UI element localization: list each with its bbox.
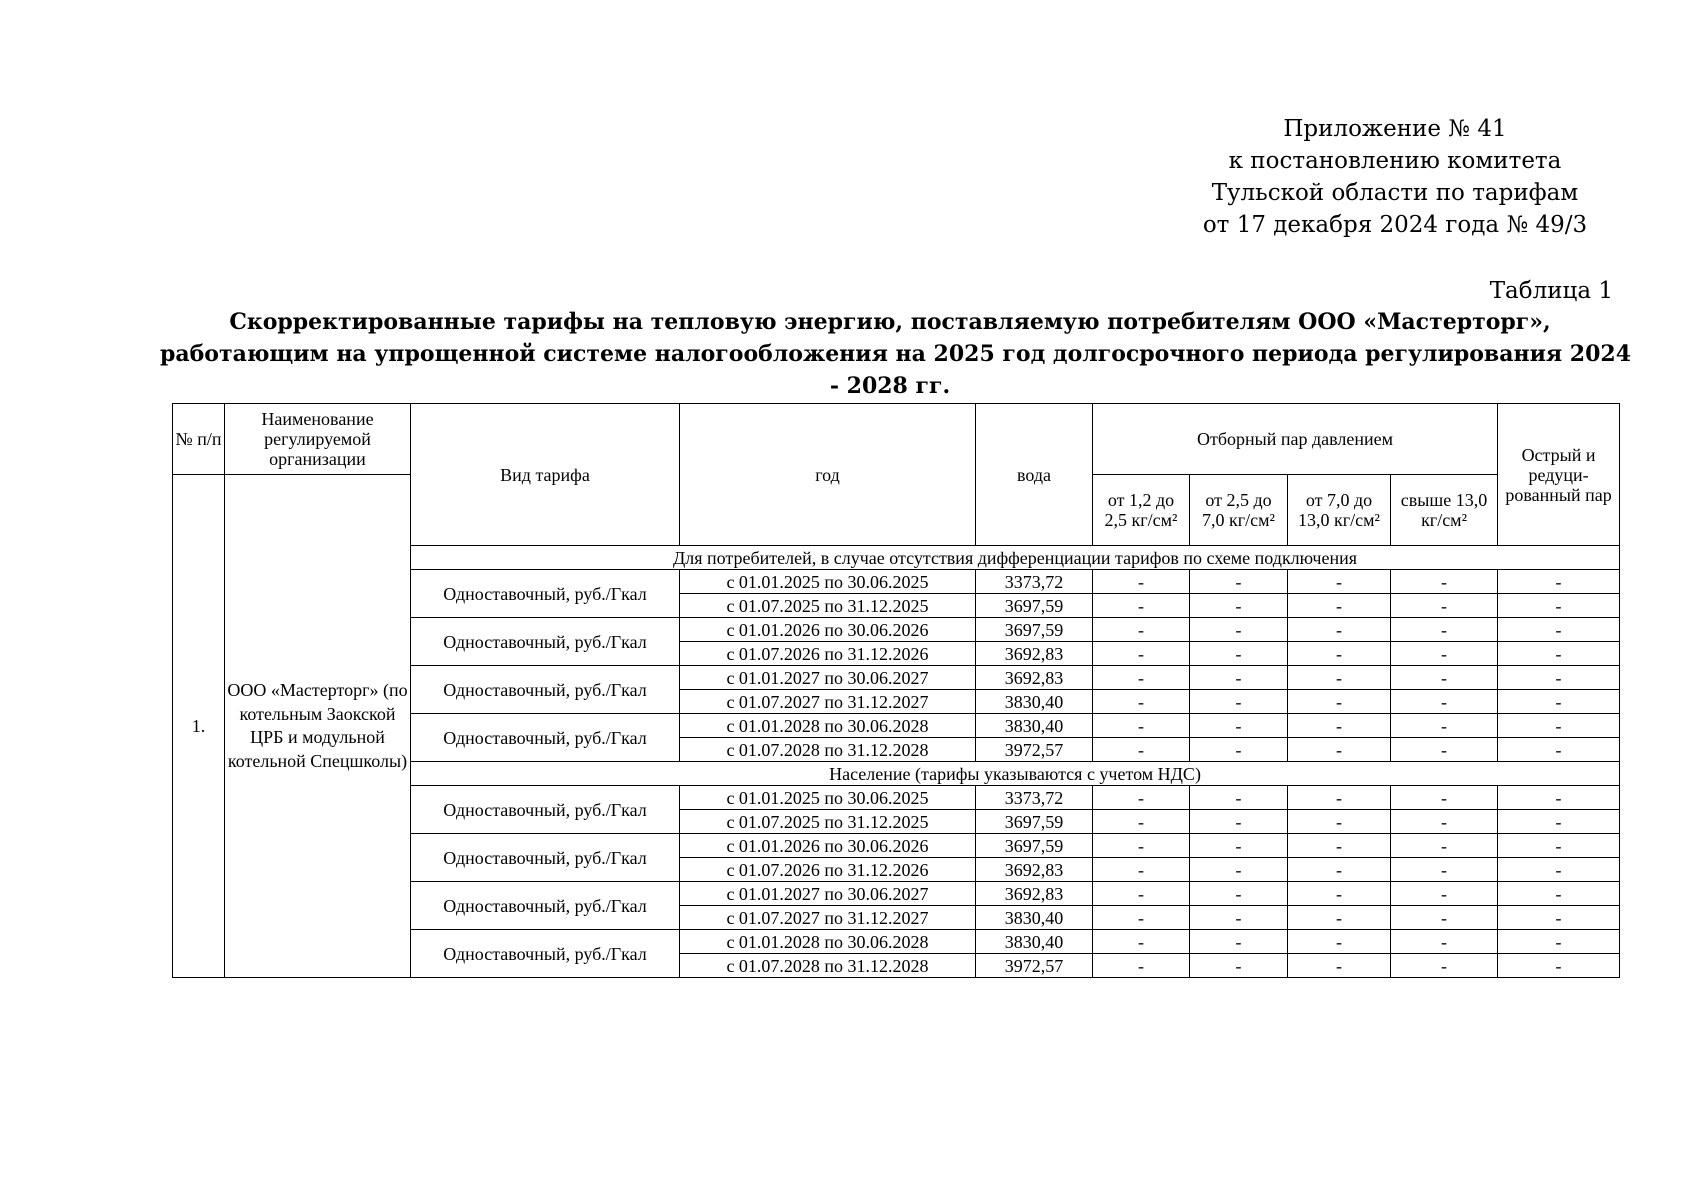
steam-4-cell: - [1391,810,1498,834]
water-tariff-cell: 3692,83 [976,642,1093,666]
period-cell: с 01.01.2027 по 30.06.2027 [680,666,976,690]
header-steam-3: от 7,0 до 13,0 кг/см² [1288,475,1391,546]
steam-3-cell: - [1288,858,1391,882]
period-cell: с 01.07.2027 по 31.12.2027 [680,690,976,714]
steam-1-cell: - [1093,810,1190,834]
header-org: Наименование регулируемой организации [225,404,411,475]
header-year: год [680,404,976,546]
steam-4-cell: - [1391,858,1498,882]
header-steam-group: Отборный пар давлением [1093,404,1498,475]
steam-2-cell: - [1190,642,1288,666]
period-cell: с 01.01.2028 по 30.06.2028 [680,930,976,954]
steam-2-cell: - [1190,810,1288,834]
period-cell: с 01.07.2025 по 31.12.2025 [680,810,976,834]
steam-4-cell: - [1391,618,1498,642]
period-cell: с 01.01.2028 по 30.06.2028 [680,714,976,738]
steam-2-cell: - [1190,858,1288,882]
sharp-steam-cell: - [1498,810,1620,834]
sharp-steam-cell: - [1498,738,1620,762]
steam-3-cell: - [1288,714,1391,738]
sharp-steam-cell: - [1498,618,1620,642]
tariff-type-cell: Одноставочный, руб./Гкал [411,666,680,714]
steam-2-cell: - [1190,834,1288,858]
period-cell: с 01.07.2026 по 31.12.2026 [680,858,976,882]
sharp-steam-cell: - [1498,594,1620,618]
tariff-type-cell: Одноставочный, руб./Гкал [411,786,680,834]
tariff-type-cell: Одноставочный, руб./Гкал [411,618,680,666]
steam-1-cell: - [1093,642,1190,666]
steam-2-cell: - [1190,738,1288,762]
steam-1-cell: - [1093,930,1190,954]
tariff-type-cell: Одноставочный, руб./Гкал [411,882,680,930]
steam-3-cell: - [1288,738,1391,762]
water-tariff-cell: 3692,83 [976,666,1093,690]
sharp-steam-cell: - [1498,642,1620,666]
steam-3-cell: - [1288,786,1391,810]
water-tariff-cell: 3697,59 [976,834,1093,858]
header-water: вода [976,404,1093,546]
appendix-line-4: от 17 декабря 2024 года № 49/3 [1202,212,1588,238]
steam-4-cell: - [1391,906,1498,930]
period-cell: с 01.07.2025 по 31.12.2025 [680,594,976,618]
period-cell: с 01.07.2028 по 31.12.2028 [680,954,976,978]
tariff-type-cell: Одноставочный, руб./Гкал [411,570,680,618]
steam-3-cell: - [1288,954,1391,978]
steam-4-cell: - [1391,714,1498,738]
steam-2-cell: - [1190,714,1288,738]
steam-1-cell: - [1093,738,1190,762]
water-tariff-cell: 3972,57 [976,954,1093,978]
steam-4-cell: - [1391,690,1498,714]
steam-4-cell: - [1391,594,1498,618]
water-tariff-cell: 3830,40 [976,690,1093,714]
water-tariff-cell: 3697,59 [976,618,1093,642]
title-line-1: Скорректированные тарифы на тепловую энергию, поставляемую потребителям ООО «Мастерторг», [229,309,1551,335]
steam-4-cell: - [1391,666,1498,690]
steam-3-cell: - [1288,906,1391,930]
period-cell: с 01.07.2026 по 31.12.2026 [680,642,976,666]
sharp-steam-cell: - [1498,666,1620,690]
steam-2-cell: - [1190,594,1288,618]
steam-3-cell: - [1288,834,1391,858]
period-cell: с 01.01.2025 по 30.06.2025 [680,786,976,810]
tariff-type-cell: Одноставочный, руб./Гкал [411,834,680,882]
steam-4-cell: - [1391,786,1498,810]
sharp-steam-cell: - [1498,690,1620,714]
steam-3-cell: - [1288,642,1391,666]
steam-3-cell: - [1288,882,1391,906]
steam-3-cell: - [1288,666,1391,690]
period-cell: с 01.01.2027 по 30.06.2027 [680,882,976,906]
steam-2-cell: - [1190,570,1288,594]
steam-1-cell: - [1093,858,1190,882]
appendix-line-1: Приложение № 41 [1283,116,1507,142]
steam-2-cell: - [1190,906,1288,930]
section-title: Для потребителей, в случае отсутствия дифференциации тарифов по схеме подключения [411,546,1620,570]
row-number: 1. [173,475,225,978]
water-tariff-cell: 3373,72 [976,570,1093,594]
sharp-steam-cell: - [1498,954,1620,978]
title-line-3: - 2028 гг. [829,373,951,399]
steam-2-cell: - [1190,786,1288,810]
organization-name: ООО «Мастерторг» (по котельным Заокской ЦРБ и модульной котельной Спецшколы) [225,475,411,978]
water-tariff-cell: 3373,72 [976,786,1093,810]
water-tariff-cell: 3830,40 [976,714,1093,738]
steam-1-cell: - [1093,666,1190,690]
tariff-type-cell: Одноставочный, руб./Гкал [411,714,680,762]
table-number: Таблица 1 [1489,278,1613,304]
period-cell: с 01.01.2026 по 30.06.2026 [680,834,976,858]
sharp-steam-cell: - [1498,714,1620,738]
steam-3-cell: - [1288,618,1391,642]
header-num: № п/п [173,404,225,475]
header-row-1 [173,404,1620,475]
document-title [160,306,1632,402]
steam-2-cell: - [1190,954,1288,978]
period-cell: с 01.01.2025 по 30.06.2025 [680,570,976,594]
steam-1-cell: - [1093,834,1190,858]
steam-4-cell: - [1391,642,1498,666]
period-cell: с 01.01.2026 по 30.06.2026 [680,618,976,642]
water-tariff-cell: 3692,83 [976,858,1093,882]
steam-1-cell: - [1093,786,1190,810]
sharp-steam-cell: - [1498,858,1620,882]
steam-3-cell: - [1288,570,1391,594]
steam-1-cell: - [1093,882,1190,906]
water-tariff-cell: 3692,83 [976,882,1093,906]
steam-4-cell: - [1391,954,1498,978]
water-tariff-cell: 3697,59 [976,594,1093,618]
steam-3-cell: - [1288,810,1391,834]
steam-3-cell: - [1288,594,1391,618]
steam-4-cell: - [1391,882,1498,906]
steam-2-cell: - [1190,930,1288,954]
steam-3-cell: - [1288,690,1391,714]
sharp-steam-cell: - [1498,786,1620,810]
steam-1-cell: - [1093,906,1190,930]
period-cell: с 01.07.2027 по 31.12.2027 [680,906,976,930]
appendix-reference [1150,113,1640,241]
sharp-steam-cell: - [1498,930,1620,954]
water-tariff-cell: 3830,40 [976,906,1093,930]
header-steam-2: от 2,5 до 7,0 кг/см² [1190,475,1288,546]
header-steam-1: от 1,2 до 2,5 кг/см² [1093,475,1190,546]
title-line-2: работающим на упрощенной системе налогообложения на 2025 год долгосрочного периода регулирования 2024 [160,341,1632,367]
steam-4-cell: - [1391,570,1498,594]
period-cell: с 01.07.2028 по 31.12.2028 [680,738,976,762]
header-steam-4: свыше 13,0 кг/см² [1391,475,1498,546]
header-sharp-steam: Острый и редуци-рованный пар [1498,404,1620,546]
steam-2-cell: - [1190,882,1288,906]
water-tariff-cell: 3830,40 [976,930,1093,954]
steam-4-cell: - [1391,738,1498,762]
steam-1-cell: - [1093,954,1190,978]
sharp-steam-cell: - [1498,834,1620,858]
header-tariff-type: Вид тарифа [411,404,680,546]
sharp-steam-cell: - [1498,570,1620,594]
steam-1-cell: - [1093,690,1190,714]
section-title: Население (тарифы указываются с учетом НДС) [411,762,1620,786]
steam-1-cell: - [1093,570,1190,594]
steam-2-cell: - [1190,690,1288,714]
steam-1-cell: - [1093,618,1190,642]
water-tariff-cell: 3972,57 [976,738,1093,762]
tariff-type-cell: Одноставочный, руб./Гкал [411,930,680,978]
steam-4-cell: - [1391,930,1498,954]
steam-3-cell: - [1288,930,1391,954]
steam-4-cell: - [1391,834,1498,858]
steam-2-cell: - [1190,618,1288,642]
appendix-line-2: к постановлению комитета [1228,148,1562,174]
steam-1-cell: - [1093,594,1190,618]
steam-1-cell: - [1093,714,1190,738]
steam-2-cell: - [1190,666,1288,690]
sharp-steam-cell: - [1498,906,1620,930]
sharp-steam-cell: - [1498,882,1620,906]
tariff-table [172,403,1620,978]
table-body [173,404,1620,978]
appendix-line-3: Тульской области по тарифам [1211,180,1579,206]
water-tariff-cell: 3697,59 [976,810,1093,834]
